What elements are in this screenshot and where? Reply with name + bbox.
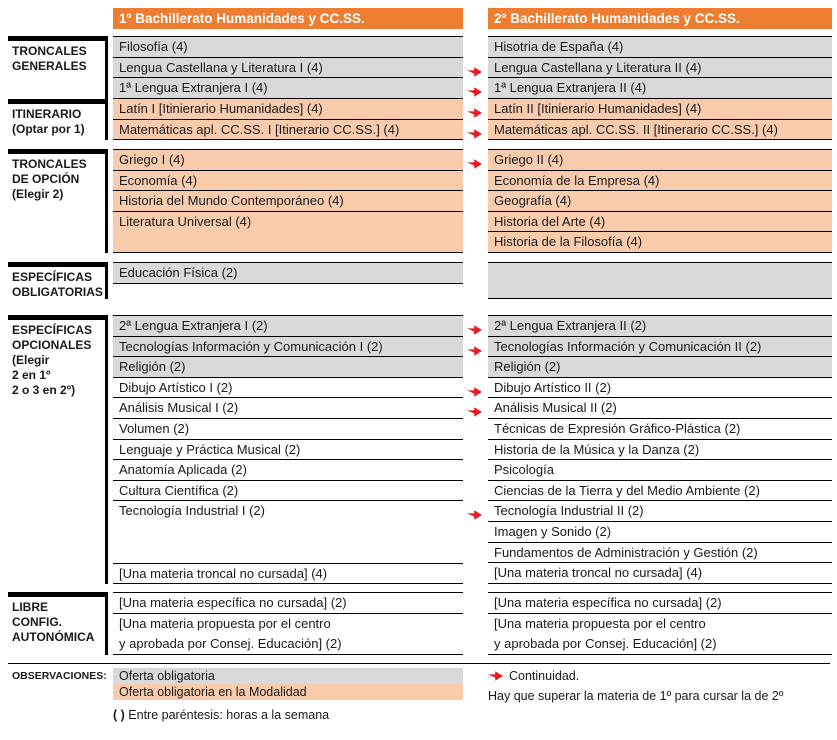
subject-text: Religión (2) [119, 359, 186, 375]
subject-cell [488, 593, 832, 614]
subject-text: Tecnologías Información y Comunicación I (2) [119, 338, 383, 354]
subject-cell [113, 263, 463, 284]
label-line: OBLIGATORIAS [12, 285, 103, 299]
subject-text: [Una materia propuesta por el centro [119, 615, 331, 631]
label-line: ESPECÍFICAS [12, 323, 93, 337]
subject-cell [488, 440, 832, 461]
section-itinerario [0, 99, 837, 140]
subject-cell [113, 460, 463, 481]
section-libre-config-autonomica [0, 592, 837, 655]
subject-cell [488, 398, 832, 419]
subject-text: Lengua Castellana y Literatura I (4) [119, 59, 323, 75]
subject-cell [113, 191, 463, 212]
subject-cell [488, 37, 832, 58]
empty-gray-cell [488, 263, 832, 299]
subject-text: Psicología [494, 462, 554, 478]
section-label-libre-config-autonomica [8, 592, 108, 655]
subject-text: Historia de la Filosofía (4) [494, 234, 643, 250]
subject-cell [113, 212, 463, 253]
continuity-label-text: Continuidad. [509, 669, 580, 683]
subject-text: Fundamentos de Administración y Gestión (2) [494, 544, 758, 560]
continuity-arrow-icon [467, 83, 482, 93]
col-1b [113, 315, 463, 584]
label-line: AUTONÓMICA [12, 630, 95, 644]
subject-text: y aprobada por Consej. Educación] (2) [119, 635, 342, 651]
hours-note [113, 708, 463, 722]
col-1b [113, 99, 463, 140]
subject-cell [113, 398, 463, 419]
col-1b [113, 36, 463, 99]
header-row [113, 8, 837, 29]
subject-text: Economía (4) [119, 172, 198, 188]
continuity-arrow-icon [467, 506, 482, 516]
subject-text: y aprobada por Consej. Educación] (2) [494, 635, 717, 651]
label-line: ITINERARIO [12, 107, 82, 121]
section-troncales-de-opcion [0, 149, 837, 253]
continuity-arrow-icon [467, 383, 482, 393]
subject-text: Ciencias de la Tierra y del Medio Ambiente (2) [494, 482, 760, 498]
continuity-note-block [488, 668, 783, 705]
section-label-troncales-generales [8, 36, 108, 99]
horizontal-rule [8, 663, 830, 664]
continuity-note-text: Hay que superar la materia de 1º para cursar la de 2º [488, 689, 784, 703]
legend-oferta-obligatoria: Oferta obligatoria [113, 668, 463, 684]
legend [113, 668, 463, 722]
subject-text: Cultura Científica (2) [119, 482, 239, 498]
subject-text: Imagen y Sonido (2) [494, 523, 612, 539]
continuity-arrow-icon [467, 63, 482, 73]
subject-cell [488, 191, 832, 212]
continuity-arrow-icon [467, 403, 482, 413]
continuity-arrow-icon [467, 155, 482, 165]
subject-text: Análisis Musical II (2) [494, 400, 617, 416]
subject-text: Educación Física (2) [119, 265, 238, 280]
section-label-especificas-obligatorias [8, 262, 108, 299]
empty-space [113, 284, 463, 299]
subject-cell [488, 543, 832, 564]
section-label-itinerario [8, 99, 108, 140]
subject-cell [488, 522, 832, 543]
label-line: LIBRE [12, 600, 48, 614]
subject-text: Matemáticas apl. CC.SS. I [Itinerario CC.SS.] (4) [119, 121, 400, 137]
subject-text: Técnicas de Expresión Gráfico-Plástica (2) [494, 420, 741, 436]
continuity-label-line [488, 668, 783, 685]
subject-cell [488, 563, 832, 584]
subject-cell [488, 78, 832, 99]
subject-text: 1ª Lengua Extranjera I (4) [119, 80, 268, 96]
hours-note-prefix: ( ) [113, 708, 125, 722]
subject-text: Griego II (4) [494, 152, 564, 167]
subject-text: Latín II [Itinierario Humanidades] (4) [494, 101, 702, 116]
subject-cell [488, 120, 832, 141]
subject-cell [488, 171, 832, 192]
label-line: GENERALES [12, 59, 87, 73]
col-2b [488, 592, 832, 655]
subject-cell [113, 614, 463, 655]
subject-text: Tecnología Industrial II (2) [494, 503, 644, 519]
column-header-2-bachillerato: 2º Bachillerato Humanidades y CC.SS. [488, 8, 832, 29]
legend-oferta-modalidad: Oferta obligatoria en la Modalidad [113, 684, 463, 700]
subject-cell [113, 337, 463, 358]
continuity-arrow-icon [467, 125, 482, 135]
subject-text: Lengua Castellana y Literatura II (4) [494, 59, 702, 75]
col-1b [113, 149, 463, 253]
subject-cell [488, 419, 832, 440]
subject-cell [113, 419, 463, 440]
label-line: 2 en 1º [12, 368, 51, 382]
subject-cell [113, 316, 463, 337]
subject-cell [113, 378, 463, 399]
col-1b [113, 592, 463, 655]
subject-text: Dibujo Artístico I (2) [119, 379, 233, 395]
subject-text: Hisotria de España (4) [494, 39, 624, 54]
subject-text: Literatura Universal (4) [119, 213, 252, 229]
col-2b [488, 36, 832, 99]
observaciones-area [0, 668, 837, 722]
subject-text: Historia del Mundo Contemporáneo (4) [119, 193, 344, 209]
subject-text: Economía de la Empresa (4) [494, 172, 660, 188]
section-label-troncales-de-opcion [8, 149, 108, 253]
section-troncales-generales [0, 36, 837, 99]
subject-text: Dibujo Artístico II (2) [494, 379, 612, 395]
subject-text: Filosofía (4) [119, 39, 188, 54]
subject-text: Historia del Arte (4) [494, 213, 606, 229]
subject-cell [488, 212, 832, 233]
subject-text: Historia de la Música y la Danza (2) [494, 441, 700, 457]
subject-cell [488, 501, 832, 522]
subject-cell [113, 37, 463, 58]
label-line: (Optar por 1) [12, 122, 85, 136]
label-line: 2 o 3 en 2º) [12, 383, 76, 397]
subject-text: Anatomía Aplicada (2) [119, 462, 247, 478]
observaciones-label: OBSERVACIONES: [12, 670, 107, 682]
col-2b [488, 149, 832, 253]
subject-cell [113, 501, 463, 522]
col-1b [113, 262, 463, 299]
subject-text: 2ª Lengua Extranjera I (2) [119, 318, 268, 333]
subject-text: Matemáticas apl. CC.SS. II [Itinerario CC.SS.] (4) [494, 121, 778, 137]
subject-cell [488, 232, 832, 253]
subject-cell [113, 171, 463, 192]
continuity-arrow-icon [467, 321, 482, 331]
subject-cell [113, 357, 463, 378]
subject-cell [488, 378, 832, 399]
subject-cell [488, 150, 832, 171]
subject-text: Volumen (2) [119, 420, 190, 436]
label-line: ESPECÍFICAS [12, 270, 93, 284]
label-line: OPCIONALES [12, 338, 92, 352]
label-line: (Elegir [12, 353, 50, 367]
subject-text: Lenguaje y Práctica Musical (2) [119, 441, 301, 457]
label-line: CONFIG. [12, 615, 62, 629]
subject-text: Tecnologías Información y Comunicación II (2) [494, 338, 762, 354]
subject-cell [113, 78, 463, 99]
col-2b [488, 99, 832, 140]
section-especificas-obligatorias [0, 262, 837, 299]
subject-cell [113, 563, 463, 584]
subject-cell [113, 440, 463, 461]
subject-text: [Una materia específica no cursada] (2) [494, 595, 722, 610]
subject-text: 2ª Lengua Extranjera II (2) [494, 318, 647, 333]
hours-note-text: Entre paréntesis: horas a la semana [128, 708, 330, 722]
subject-text: Griego I (4) [119, 152, 185, 167]
label-line: (Elegir 2) [12, 187, 64, 201]
section-especificas-opcionales [0, 315, 837, 584]
subject-cell [113, 58, 463, 79]
subject-cell [488, 481, 832, 502]
continuity-arrow-icon [467, 104, 482, 114]
subject-text: Latín I [Itinierario Humanidades] (4) [119, 101, 323, 116]
subject-text: 1ª Lengua Extranjera II (4) [494, 80, 647, 96]
label-line: TRONCALES [12, 157, 87, 171]
subject-cell [488, 337, 832, 358]
col-2b [488, 315, 832, 584]
continuity-arrow-icon [467, 342, 482, 352]
subject-text: [Una materia troncal no cursada] (4) [119, 566, 328, 582]
col-2b [488, 262, 832, 299]
subject-cell [488, 58, 832, 79]
subject-text: [Una materia troncal no cursada] (4) [494, 565, 703, 581]
label-line: TRONCALES [12, 44, 87, 58]
subject-text: [Una materia específica no cursada] (2) [119, 595, 347, 610]
subject-cell [488, 99, 832, 120]
subject-text: Religión (2) [494, 359, 561, 375]
subject-cell [113, 120, 463, 141]
subject-cell [488, 614, 832, 655]
section-label-especificas-opcionales [8, 315, 108, 584]
subject-text: Análisis Musical I (2) [119, 400, 239, 416]
subject-cell [113, 150, 463, 171]
empty-space [113, 522, 463, 563]
subject-cell [488, 316, 832, 337]
subject-cell [113, 99, 463, 120]
subject-cell [113, 593, 463, 614]
subject-cell [113, 481, 463, 502]
subject-cell [488, 460, 832, 481]
subject-text: [Una materia propuesta por el centro [494, 615, 706, 631]
subject-text: Geografía (4) [494, 193, 572, 209]
subject-cell [488, 357, 832, 378]
label-line: DE OPCIÓN [12, 172, 80, 186]
continuity-arrow-icon [488, 669, 503, 679]
subject-text: Tecnología Industrial I (2) [119, 503, 265, 519]
column-header-1-bachillerato: 1º Bachillerato Humanidades y CC.SS. [113, 8, 463, 29]
